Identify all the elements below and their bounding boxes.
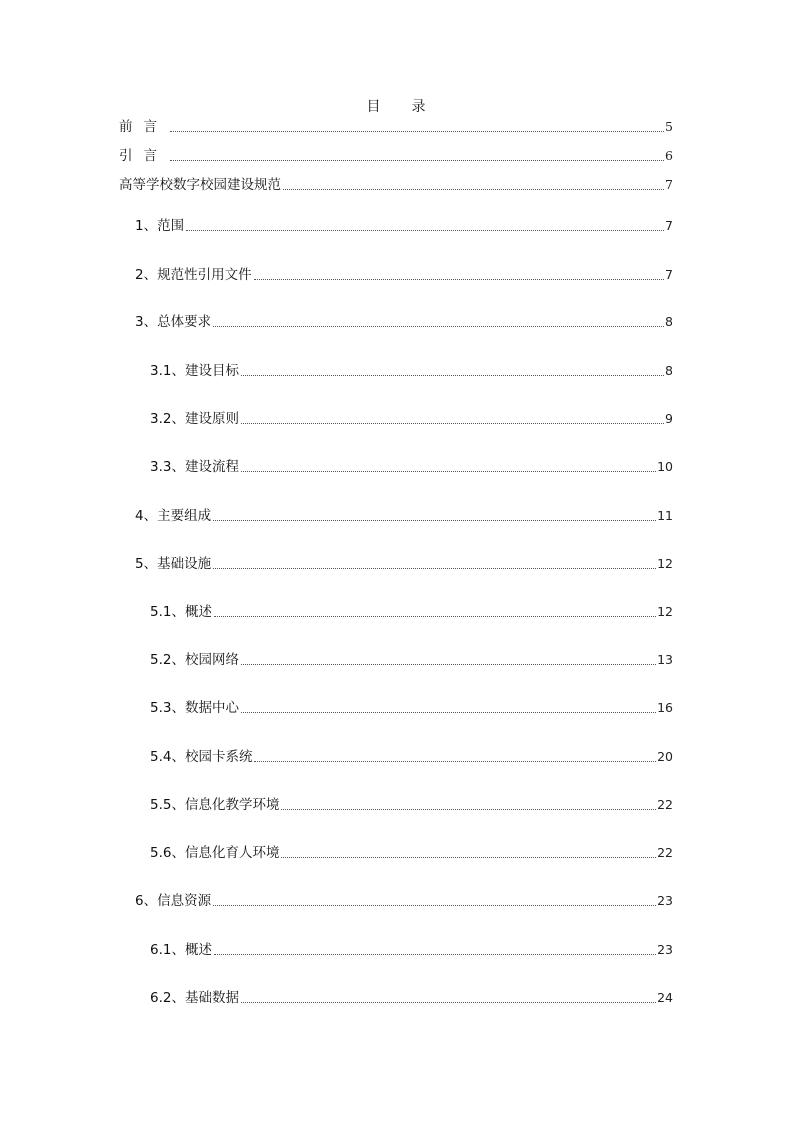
toc-leader-dots: [186, 229, 664, 231]
toc-leader-dots: [214, 615, 656, 617]
toc-page-number: 24: [657, 990, 673, 1005]
toc-entry-section-5-6[interactable]: [150, 844, 673, 862]
toc-page-number: 7: [665, 267, 673, 282]
toc-entry-section-6[interactable]: [135, 892, 673, 910]
toc-entry-section-2[interactable]: [135, 266, 673, 284]
toc-leader-dots: [281, 808, 656, 810]
toc-leader-dots: [283, 188, 664, 190]
toc-page-number: 7: [665, 218, 673, 233]
toc-entry-label: 5.6、信息化育人环境: [150, 845, 280, 861]
toc-title: [0, 96, 793, 116]
toc-entry-section-6-1[interactable]: [150, 941, 673, 959]
toc-leader-dots: [281, 856, 656, 858]
toc-entry-section-1[interactable]: [135, 217, 673, 235]
toc-page-number: 22: [657, 845, 673, 860]
toc-entry-section-4[interactable]: [135, 507, 673, 525]
toc-entry-label: 高等学校数字校园建设规范: [119, 177, 281, 193]
toc-leader-dots: [241, 711, 656, 713]
toc-leader-dots: [241, 422, 664, 424]
toc-page-number: 16: [657, 700, 673, 715]
toc-entry-label: 6.1、概述: [150, 942, 212, 958]
toc-leader-dots: [170, 130, 664, 132]
toc-page-number: 10: [657, 459, 673, 474]
toc-page-number: 23: [657, 942, 673, 957]
toc-entry-section-5-3[interactable]: [150, 699, 673, 717]
toc-entry-section-3-3[interactable]: [150, 458, 673, 476]
toc-entry-label: 1、范围: [135, 218, 185, 234]
toc-entry-section-5[interactable]: [135, 555, 673, 573]
toc-entry-label: 前言: [119, 119, 168, 135]
toc-entry-label: 引言: [119, 148, 168, 164]
toc-page-number: 13: [657, 652, 673, 667]
toc-entry-label: 5.1、概述: [150, 604, 212, 620]
toc-leader-dots: [213, 519, 656, 521]
toc-title-char-2: 录: [411, 99, 427, 115]
toc-entry-label: 3.2、建设原则: [150, 411, 239, 427]
toc-leader-dots: [241, 470, 656, 472]
toc-entry-label: 6.2、基础数据: [150, 990, 239, 1006]
toc-entry-section-3-1[interactable]: [150, 362, 673, 380]
toc-entry-section-5-4[interactable]: [150, 748, 673, 766]
toc-page-number: 12: [657, 604, 673, 619]
toc-leader-dots: [213, 904, 656, 906]
toc-entry-section-3[interactable]: [135, 313, 673, 331]
toc-page-number: 8: [665, 363, 673, 378]
toc-page-number: 7: [665, 177, 673, 192]
toc-leader-dots: [170, 159, 664, 161]
toc-leader-dots: [213, 325, 664, 327]
toc-page-number: 12: [657, 556, 673, 571]
toc-page-number: 8: [665, 314, 673, 329]
toc-entry-label: 3、总体要求: [135, 314, 212, 330]
toc-entry-label: 6、信息资源: [135, 893, 212, 909]
toc-leader-dots: [241, 663, 656, 665]
toc-leader-dots: [254, 760, 656, 762]
toc-entry-section-5-2[interactable]: [150, 651, 673, 669]
toc-leader-dots: [241, 1001, 656, 1003]
toc-leader-dots: [214, 953, 656, 955]
toc-entry-label: 4、主要组成: [135, 508, 212, 524]
toc-page-number: 6: [665, 148, 673, 163]
toc-entry-introduction[interactable]: [119, 147, 673, 165]
toc-entry-label: 5.4、校园卡系统: [150, 749, 253, 765]
toc-page-number: 5: [665, 119, 673, 134]
toc-entry-label: 5、基础设施: [135, 556, 212, 572]
toc-entry-main-title[interactable]: [119, 176, 673, 194]
toc-entry-label: 2、规范性引用文件: [135, 267, 252, 283]
toc-entry-label: 5.2、校园网络: [150, 652, 239, 668]
toc-entry-section-5-1[interactable]: [150, 603, 673, 621]
toc-entry-label: 5.3、数据中心: [150, 700, 239, 716]
toc-entry-preface[interactable]: [119, 118, 673, 136]
toc-entry-section-6-2[interactable]: [150, 989, 673, 1007]
toc-title-char-1: 目: [366, 99, 382, 115]
toc-entry-label: 3.1、建设目标: [150, 363, 239, 379]
toc-entry-label: 3.3、建设流程: [150, 459, 239, 475]
toc-leader-dots: [213, 567, 656, 569]
toc-page-number: 20: [657, 749, 673, 764]
toc-page-number: 23: [657, 893, 673, 908]
toc-page-number: 11: [657, 508, 673, 523]
toc-entry-section-5-5[interactable]: [150, 796, 673, 814]
toc-page-number: 22: [657, 797, 673, 812]
toc-entry-section-3-2[interactable]: [150, 410, 673, 428]
toc-leader-dots: [241, 374, 664, 376]
toc-page-number: 9: [665, 411, 673, 426]
toc-leader-dots: [254, 278, 664, 280]
toc-entry-label: 5.5、信息化教学环境: [150, 797, 280, 813]
